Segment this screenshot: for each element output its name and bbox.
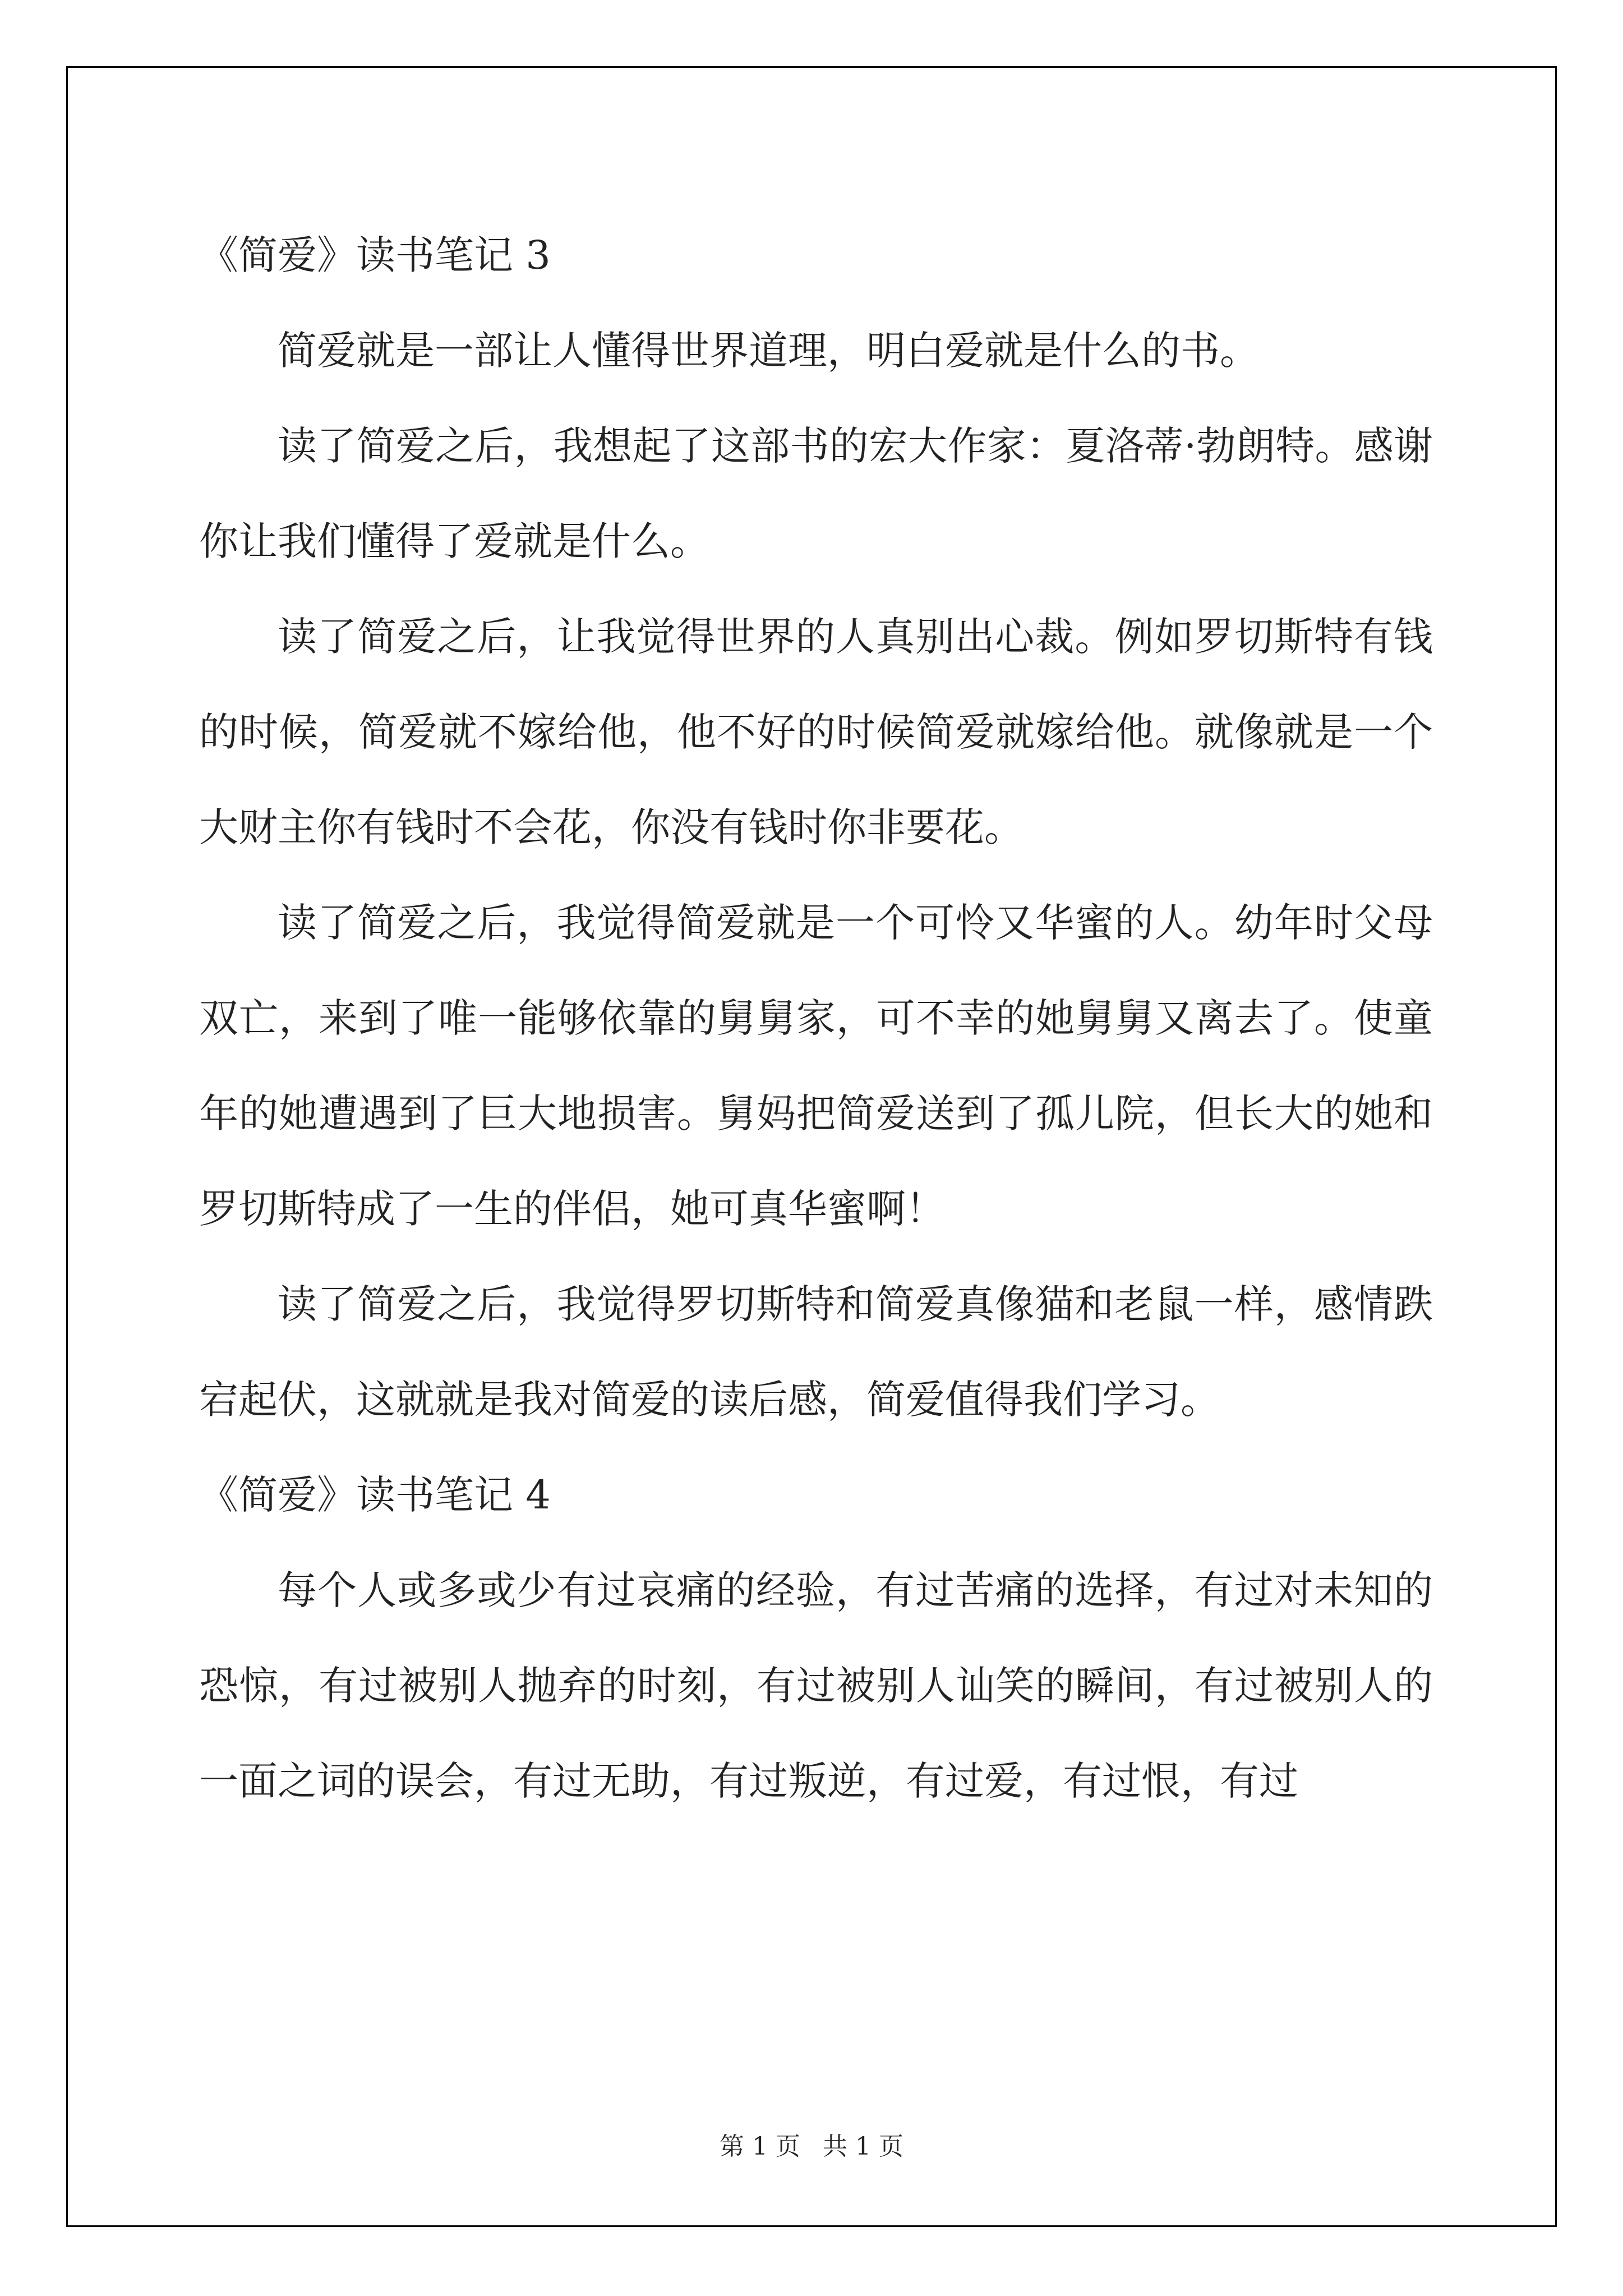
paragraph: 每个人或多或少有过哀痛的经验，有过苦痛的选择，有过对未知的恐惊，有过被别人抛弃的时刻，有过被别人讪笑的瞬间，有过被别人的一面之词的误会，有过无助，有过叛逆，有过爱，有过恨，有过 — [199, 1567, 1433, 1804]
document-body — [199, 208, 1433, 1829]
paragraph: 读了简爱之后，我想起了这部书的宏大作家：夏洛蒂·勃朗特。感谢你让我们懂得了爱就是什么。 — [199, 423, 1433, 564]
paragraph: 读了简爱之后，我觉得简爱就是一个可怜又华蜜的人。幼年时父母双亡，来到了唯一能够依靠的舅舅家，可不幸的她舅舅又离去了。使童年的她遭遇到了巨大地损害。舅妈把简爱送到了孤儿院，但长大的她和罗切斯特成了一生的伴侣，她可真华蜜啊！ — [199, 900, 1433, 1232]
paragraph: 简爱就是一部让人懂得世界道理，明白爱就是什么的书。 — [278, 328, 1259, 374]
page-number: 第 1 页 — [720, 2132, 800, 2161]
page-total: 共 1 页 — [823, 2132, 903, 2161]
page-footer — [0, 2126, 1623, 2162]
section-heading-3: 《简爱》读书笔记 3 — [199, 232, 551, 278]
paragraph: 读了简爱之后，让我觉得世界的人真别出心裁。例如罗切斯特有钱的时候，简爱就不嫁给他，他不好的时候简爱就嫁给他。就像就是一个大财主你有钱时不会花，你没有钱时你非要花。 — [199, 614, 1433, 850]
section-heading-4: 《简爱》读书笔记 4 — [199, 1472, 551, 1518]
paragraph: 读了简爱之后，我觉得罗切斯特和简爱真像猫和老鼠一样，感情跌宕起伏，这就就是我对简爱的读后感，简爱值得我们学习。 — [199, 1281, 1433, 1423]
